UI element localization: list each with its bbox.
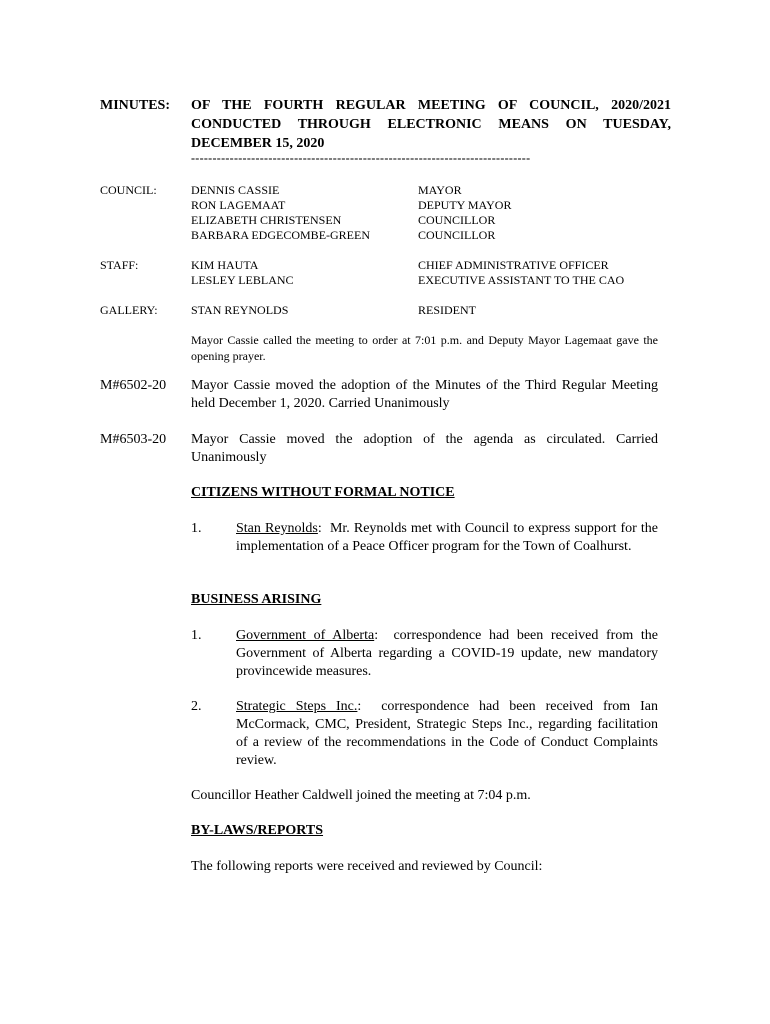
council-member-name: ELIZABETH CHRISTENSEN: [191, 213, 342, 227]
gallery-label: GALLERY:: [100, 303, 158, 317]
council-member-name: BARBARA EDGECOMBE-GREEN: [191, 228, 371, 242]
bylaws-heading: BY-LAWS/REPORTS: [191, 823, 324, 838]
motion-text: Mayor Cassie moved the adoption of the agenda as circulated. Carried Unanimously: [191, 432, 658, 465]
item-title: Stan Reynolds: [236, 521, 318, 536]
item-text: Mr. Reynolds met with Council to express support for the implementation of a Peace Officer program for the Town of Coalhurst.: [236, 521, 659, 554]
motion-number: M#6503-20: [100, 432, 167, 447]
meeting-title: OF THE FOURTH REGULAR MEETING OF COUNCIL, 2020/2021 CONDUCTED THROUGH ELECTRONIC MEANS ON TUESDAY, DECEMBER 15, 2020: [191, 98, 671, 151]
council-roles: [418, 183, 511, 243]
motion-text: Mayor Cassie moved the adoption of the Minutes of the Third Regular Meeting held December 1, 2020. Carried Unanimously: [191, 378, 658, 411]
gallery-member-role: RESIDENT: [418, 303, 476, 317]
gallery-member-name: STAN REYNOLDS: [191, 303, 289, 317]
staff-member-role: EXECUTIVE ASSISTANT TO THE CAO: [418, 273, 625, 287]
item-separator: :: [317, 521, 322, 536]
citizen-item: [236, 520, 658, 556]
staff-label: STAFF:: [100, 258, 139, 272]
council-member-name: RON LAGEMAAT: [191, 198, 286, 212]
staff-member-name: LESLEY LEBLANC: [191, 273, 294, 287]
title-rule: -------------------------------------------------------------------------------: [191, 151, 531, 165]
council-member-role: COUNCILLOR: [418, 228, 496, 242]
item-number: 2.: [191, 699, 202, 714]
council-label: COUNCIL:: [100, 183, 157, 197]
staff-member-name: KIM HAUTA: [191, 258, 259, 272]
item-title: Government of Alberta: [236, 628, 375, 643]
gallery-names: [191, 303, 288, 318]
business-item: [236, 698, 658, 770]
council-names: [191, 183, 370, 243]
joined-note: Councillor Heather Caldwell joined the meeting at 7:04 p.m.: [191, 788, 531, 803]
council-member-role: DEPUTY MAYOR: [418, 198, 512, 212]
item-number: 1.: [191, 521, 202, 536]
call-to-order: Mayor Cassie called the meeting to order at 7:01 p.m. and Deputy Mayor Lagemaat gave the opening prayer.: [191, 333, 658, 363]
staff-roles: [418, 258, 624, 288]
business-heading: BUSINESS ARISING: [191, 592, 322, 607]
motion-number: M#6502-20: [100, 378, 167, 393]
item-text: correspondence had been received from the Government of Alberta regarding a COVID-19 update, new mandatory provincewide measures.: [236, 628, 658, 679]
staff-names: [191, 258, 294, 288]
council-member-name: DENNIS CASSIE: [191, 183, 280, 197]
council-member-role: MAYOR: [418, 183, 462, 197]
item-separator: :: [374, 628, 379, 643]
business-item: [236, 627, 658, 681]
item-title: Strategic Steps Inc.: [236, 699, 358, 714]
gallery-roles: [418, 303, 476, 318]
item-text: correspondence had been received from Ian McCormack, CMC, President, Strategic Steps Inc., regarding facilitation of a review of the recommendations in the Code of Conduct Complaints review.: [236, 699, 658, 768]
item-separator: :: [357, 699, 362, 714]
citizens-heading: CITIZENS WITHOUT FORMAL NOTICE: [191, 485, 455, 500]
bylaws-intro: The following reports were received and reviewed by Council:: [191, 859, 543, 874]
council-member-role: COUNCILLOR: [418, 213, 496, 227]
minutes-label: MINUTES:: [100, 98, 171, 113]
staff-member-role: CHIEF ADMINISTRATIVE OFFICER: [418, 258, 609, 272]
item-number: 1.: [191, 628, 202, 643]
